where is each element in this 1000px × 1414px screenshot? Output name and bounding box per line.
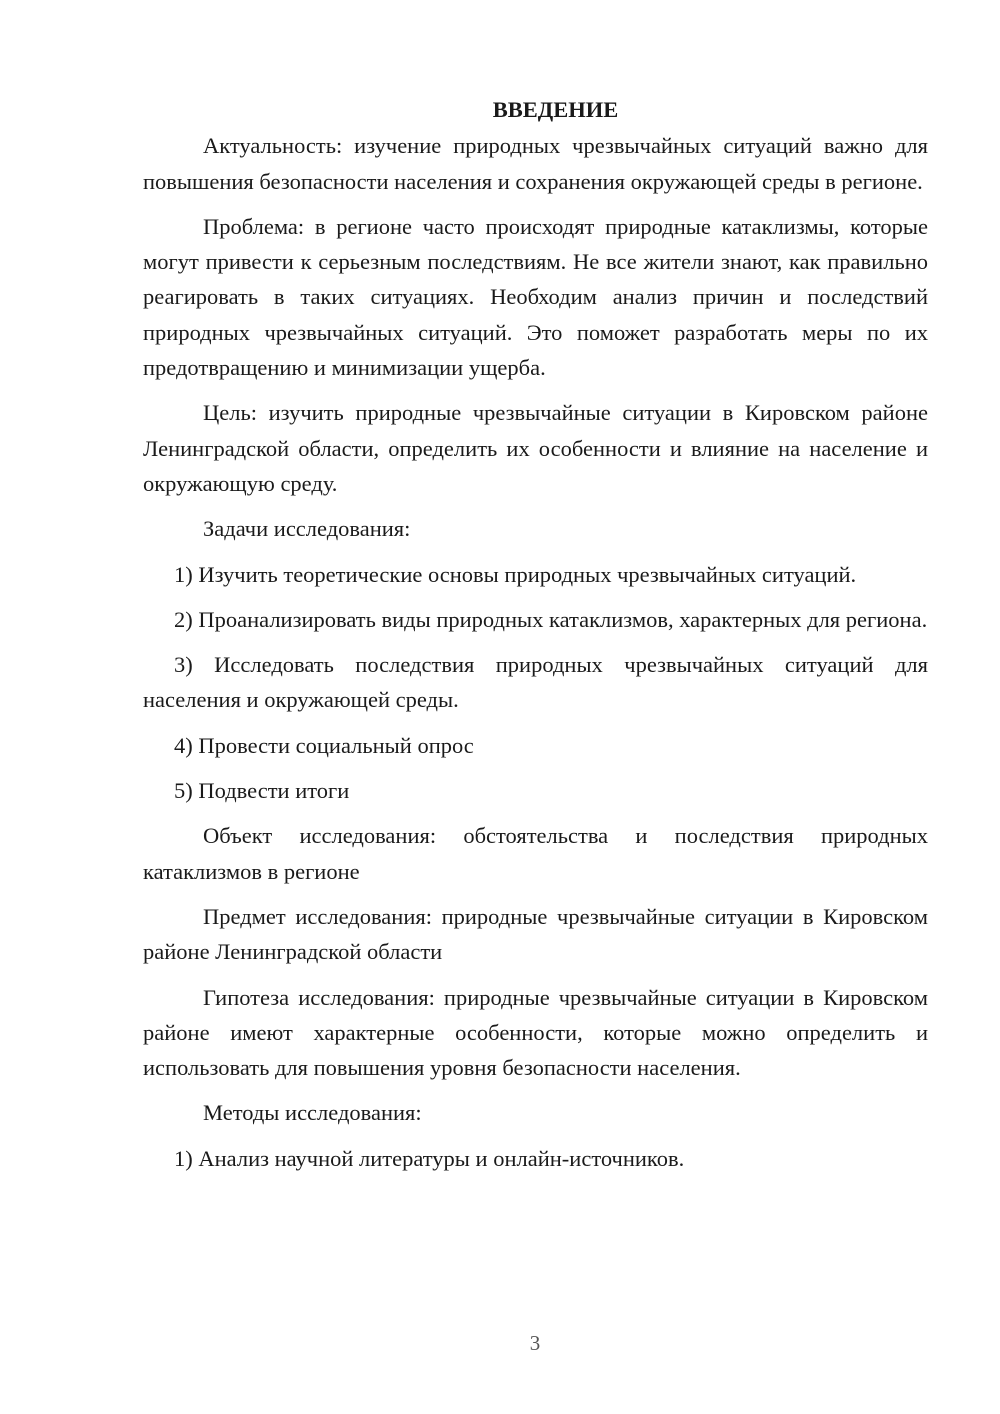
paragraph-relevance: Актуальность: изучение природных чрезвычайных ситуаций важно для повышения безопасности населения и сохранения окружающей среды в регионе.	[143, 133, 928, 194]
list-item: 1) Анализ научной литературы и онлайн-источников.	[174, 1145, 685, 1171]
paragraph-hypothesis: Гипотеза исследования: природные чрезвычайные ситуации в Кировском районе имеют характерные особенности, которые можно определить и использовать для повышения уровня безопасности населения.	[143, 984, 928, 1081]
paragraph-subject: Предмет исследования: природные чрезвычайные ситуации в Кировском районе Ленинградской области	[143, 903, 928, 965]
page-title: ВВЕДЕНИЕ	[492, 97, 619, 122]
paragraph-methods-heading: Методы исследования:	[203, 1100, 422, 1126]
list-item: 1) Изучить теоретические основы природных чрезвычайных ситуаций.	[174, 561, 857, 587]
list-item: 5) Подвести итоги	[174, 778, 350, 804]
list-item: 4) Провести социальный опрос	[174, 732, 474, 758]
paragraph-object: Объект исследования: обстоятельства и последствия природных катаклизмов в регионе	[143, 823, 928, 884]
page-number: 3	[529, 1331, 541, 1355]
paragraph-problem: Проблема: в регионе часто происходят природные катаклизмы, которые могут привести к серьезным последствиям. Не все жители знают, как правильно реагировать в таких ситуациях. Необходим анализ причин и последствий природных чрезвычайных ситуаций. Это поможет разработать меры по их предотвращению и минимизации ущерба.	[143, 213, 928, 381]
document-body	[143, 92, 928, 1186]
paragraph-goal: Цель: изучить природные чрезвычайные ситуации в Кировском районе Ленинградской области, определить их особенности и влияние на население и окружающую среду.	[143, 400, 928, 496]
list-item: 3) Исследовать последствия природных чрезвычайных ситуаций для населения и окружающей среды.	[143, 652, 928, 713]
list-item: 2) Проанализировать виды природных катаклизмов, характерных для региона.	[174, 606, 928, 632]
paragraph-tasks-heading: Задачи исследования:	[203, 516, 411, 542]
